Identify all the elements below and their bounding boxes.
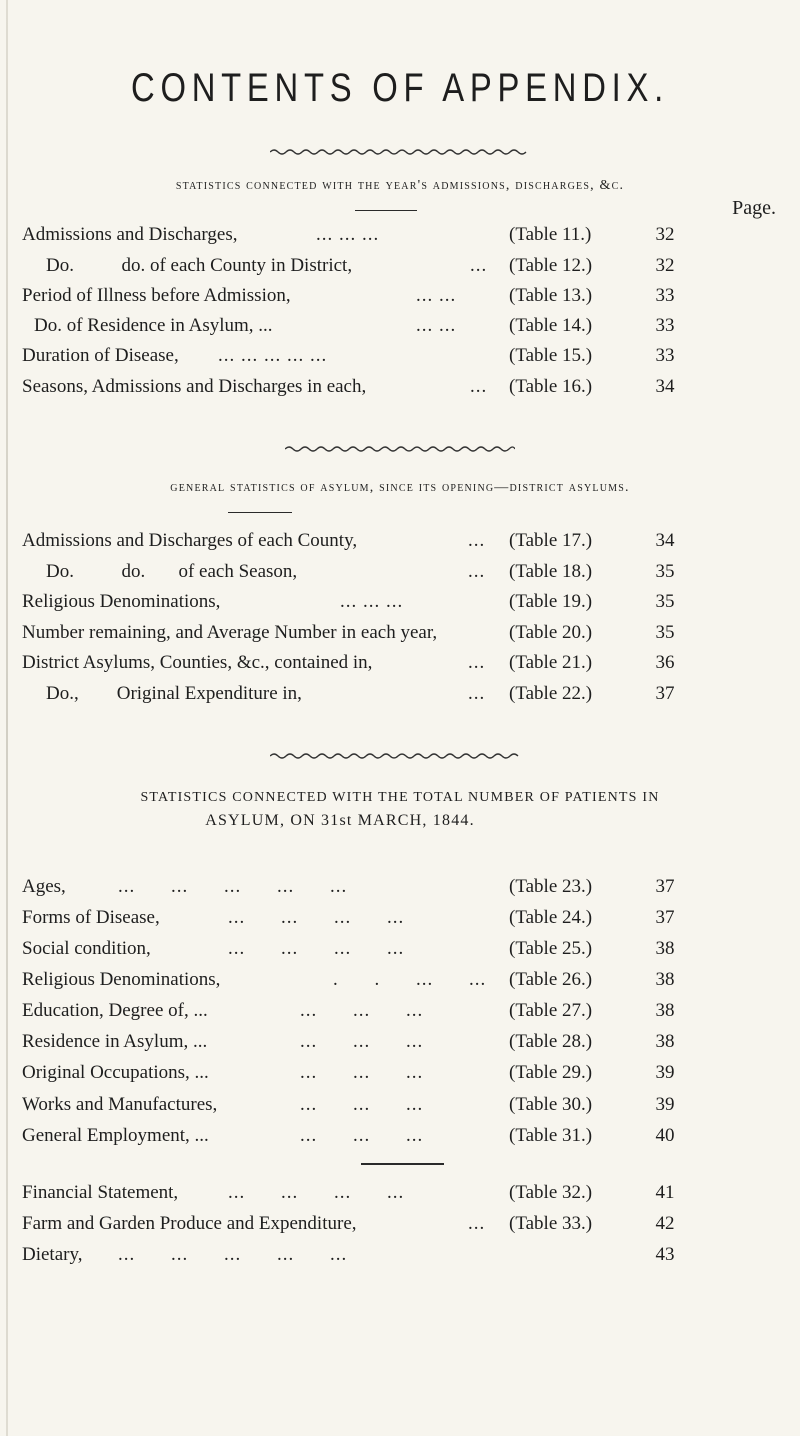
list-item: [0, 1090, 800, 1120]
entry-page: 38: [655, 969, 675, 990]
entry-label: Financial Statement,: [22, 1182, 179, 1203]
entry-label: Religious Denominations,: [22, 591, 221, 612]
section-rule: [355, 210, 417, 211]
entry-page: 38: [655, 1031, 675, 1052]
entry-dots: . . ... ...: [333, 969, 487, 990]
entry-page: 35: [655, 561, 675, 582]
list-item: [0, 526, 800, 556]
list-item: [0, 1178, 800, 1208]
entry-table-ref: (Table 23.): [509, 876, 593, 897]
list-item: [0, 648, 800, 678]
entry-page: 33: [655, 315, 675, 336]
entry-table-ref: (Table 33.): [509, 1213, 593, 1234]
entry-table-ref: (Table 24.): [509, 907, 593, 928]
entry-dots: ... ... ... ... ...: [118, 876, 348, 897]
entry-label: Do. do. of each Season,: [46, 561, 298, 582]
entry-table-ref: (Table 15.): [509, 345, 593, 366]
entry-dots: ... ...: [416, 285, 457, 306]
entry-page: 37: [655, 683, 675, 704]
section-rule: [228, 512, 292, 513]
entry-table-ref: (Table 20.): [509, 622, 593, 643]
page-column-header: Page.: [732, 197, 776, 219]
list-item: [0, 872, 800, 902]
entry-table-ref: (Table 32.): [509, 1182, 593, 1203]
entry-table-ref: (Table 26.): [509, 969, 593, 990]
entry-table-ref: (Table 27.): [509, 1000, 593, 1021]
entry-dots: ... ... ... ...: [228, 1182, 405, 1203]
entry-label: Period of Illness before Admission,: [22, 285, 291, 306]
entry-table-ref: (Table 13.): [509, 285, 593, 306]
entry-page: 32: [655, 255, 675, 276]
list-item: [0, 1240, 800, 1270]
entry-dots: ... ... ... ... ...: [118, 1244, 348, 1265]
entry-label: General Employment, ...: [22, 1125, 209, 1146]
entry-page: 42: [655, 1213, 675, 1234]
entry-dots: ...: [468, 561, 486, 582]
entry-table-ref: (Table 28.): [509, 1031, 593, 1052]
entry-label: Original Occupations, ...: [22, 1062, 209, 1083]
entry-table-ref: (Table 22.): [509, 683, 593, 704]
wavy-divider-middle: [285, 445, 515, 453]
entry-label: Social condition,: [22, 938, 151, 959]
entry-page: 37: [655, 907, 675, 928]
entry-dots: ... ... ...: [300, 1031, 424, 1052]
entry-page: 33: [655, 285, 675, 306]
entry-page: 39: [655, 1062, 675, 1083]
entry-dots: ... ... ... ...: [228, 938, 405, 959]
list-item: [0, 679, 800, 709]
entry-page: 32: [655, 224, 675, 245]
section-heading-year-admissions: statistics connected with the year's admissions, discharges, &c.: [175, 178, 625, 193]
entry-label: Duration of Disease,: [22, 345, 179, 366]
entry-page: 36: [655, 652, 675, 673]
entry-page: 34: [655, 376, 675, 397]
entry-table-ref: (Table 16.): [509, 376, 593, 397]
entry-dots: ... ... ...: [300, 1094, 424, 1115]
entry-dots: ... ... ...: [300, 1000, 424, 1021]
entry-label: Do. do. of each County in District,: [46, 255, 353, 276]
wavy-divider-top: [270, 148, 530, 156]
entry-dots: ... ... ... ... ...: [218, 345, 328, 366]
entry-label: Farm and Garden Produce and Expenditure,: [22, 1213, 357, 1234]
entry-table-ref: (Table 29.): [509, 1062, 593, 1083]
entry-table-ref: (Table 11.): [509, 224, 592, 245]
entry-dots: ... ... ...: [340, 591, 404, 612]
entry-dots: ...: [470, 255, 488, 276]
list-item: [0, 996, 800, 1026]
entry-table-ref: (Table 21.): [509, 652, 593, 673]
list-item: [0, 1121, 800, 1151]
entry-label: Do., Original Expenditure in,: [46, 683, 302, 704]
entry-dots: ... ... ...: [300, 1062, 424, 1083]
list-item: [0, 372, 800, 402]
list-item: [0, 618, 800, 648]
page-title: CONTENTS OF APPENDIX.: [131, 66, 669, 110]
list-item: [0, 557, 800, 587]
entry-label: Education, Degree of, ...: [22, 1000, 208, 1021]
entry-label: Seasons, Admissions and Discharges in each,: [22, 376, 367, 397]
list-item: [0, 341, 800, 371]
entry-dots: ...: [468, 530, 486, 551]
entry-page: 38: [655, 938, 675, 959]
list-item: [0, 251, 800, 281]
section-heading-total-patients-line1: STATISTICS CONNECTED WITH THE TOTAL NUMBER OF PATIENTS IN: [140, 790, 660, 805]
entry-dots: ... ... ...: [316, 224, 380, 245]
entry-page: 41: [655, 1182, 675, 1203]
entry-label: Residence in Asylum, ...: [22, 1031, 208, 1052]
entry-table-ref: (Table 14.): [509, 315, 593, 336]
entry-page: 33: [655, 345, 675, 366]
section-heading-total-patients-line2: ASYLUM, ON 31st MARCH, 1844.: [205, 812, 475, 829]
entry-page: 37: [655, 876, 675, 897]
entry-table-ref: (Table 30.): [509, 1094, 593, 1115]
section-rule: [361, 1163, 444, 1165]
entry-label: District Asylums, Counties, &c., contained in,: [22, 652, 373, 673]
list-item: [0, 965, 800, 995]
entry-dots: ...: [470, 376, 488, 397]
entry-label: Admissions and Discharges,: [22, 224, 238, 245]
entry-page: 43: [655, 1244, 675, 1265]
entry-label: Admissions and Discharges of each County,: [22, 530, 358, 551]
list-item: [0, 587, 800, 617]
entry-label: Number remaining, and Average Number in each year,: [22, 622, 438, 643]
entry-dots: ... ... ...: [300, 1125, 424, 1146]
list-item: [0, 934, 800, 964]
entry-table-ref: (Table 19.): [509, 591, 593, 612]
entry-dots: ...: [468, 683, 486, 704]
entry-page: 38: [655, 1000, 675, 1021]
list-item: [0, 1027, 800, 1057]
entry-label: Dietary,: [22, 1244, 83, 1265]
entry-dots: ...: [468, 1213, 486, 1234]
entry-page: 35: [655, 622, 675, 643]
entry-label: Ages,: [22, 876, 66, 897]
entry-page: 34: [655, 530, 675, 551]
list-item: [0, 903, 800, 933]
entry-dots: ...: [468, 652, 486, 673]
entry-label: Works and Manufactures,: [22, 1094, 218, 1115]
section-heading-general-statistics: general statistics of asylum, since its opening—district asylums.: [170, 480, 630, 495]
list-item: [0, 281, 800, 311]
entry-page: 39: [655, 1094, 675, 1115]
entry-page: 35: [655, 591, 675, 612]
entry-label: Religious Denominations,: [22, 969, 221, 990]
entry-label: Forms of Disease,: [22, 907, 160, 928]
list-item: [0, 1209, 800, 1239]
entry-page: 40: [655, 1125, 675, 1146]
entry-dots: ... ... ... ...: [228, 907, 405, 928]
entry-table-ref: (Table 17.): [509, 530, 593, 551]
list-item: [0, 311, 800, 341]
entry-dots: ... ...: [416, 315, 457, 336]
entry-table-ref: (Table 18.): [509, 561, 593, 582]
entry-table-ref: (Table 25.): [509, 938, 593, 959]
entry-table-ref: (Table 12.): [509, 255, 593, 276]
list-item: [0, 220, 800, 250]
entry-label: Do. of Residence in Asylum, ...: [34, 315, 273, 336]
list-item: [0, 1058, 800, 1088]
wavy-divider-lower: [270, 752, 520, 760]
entry-table-ref: (Table 31.): [509, 1125, 593, 1146]
